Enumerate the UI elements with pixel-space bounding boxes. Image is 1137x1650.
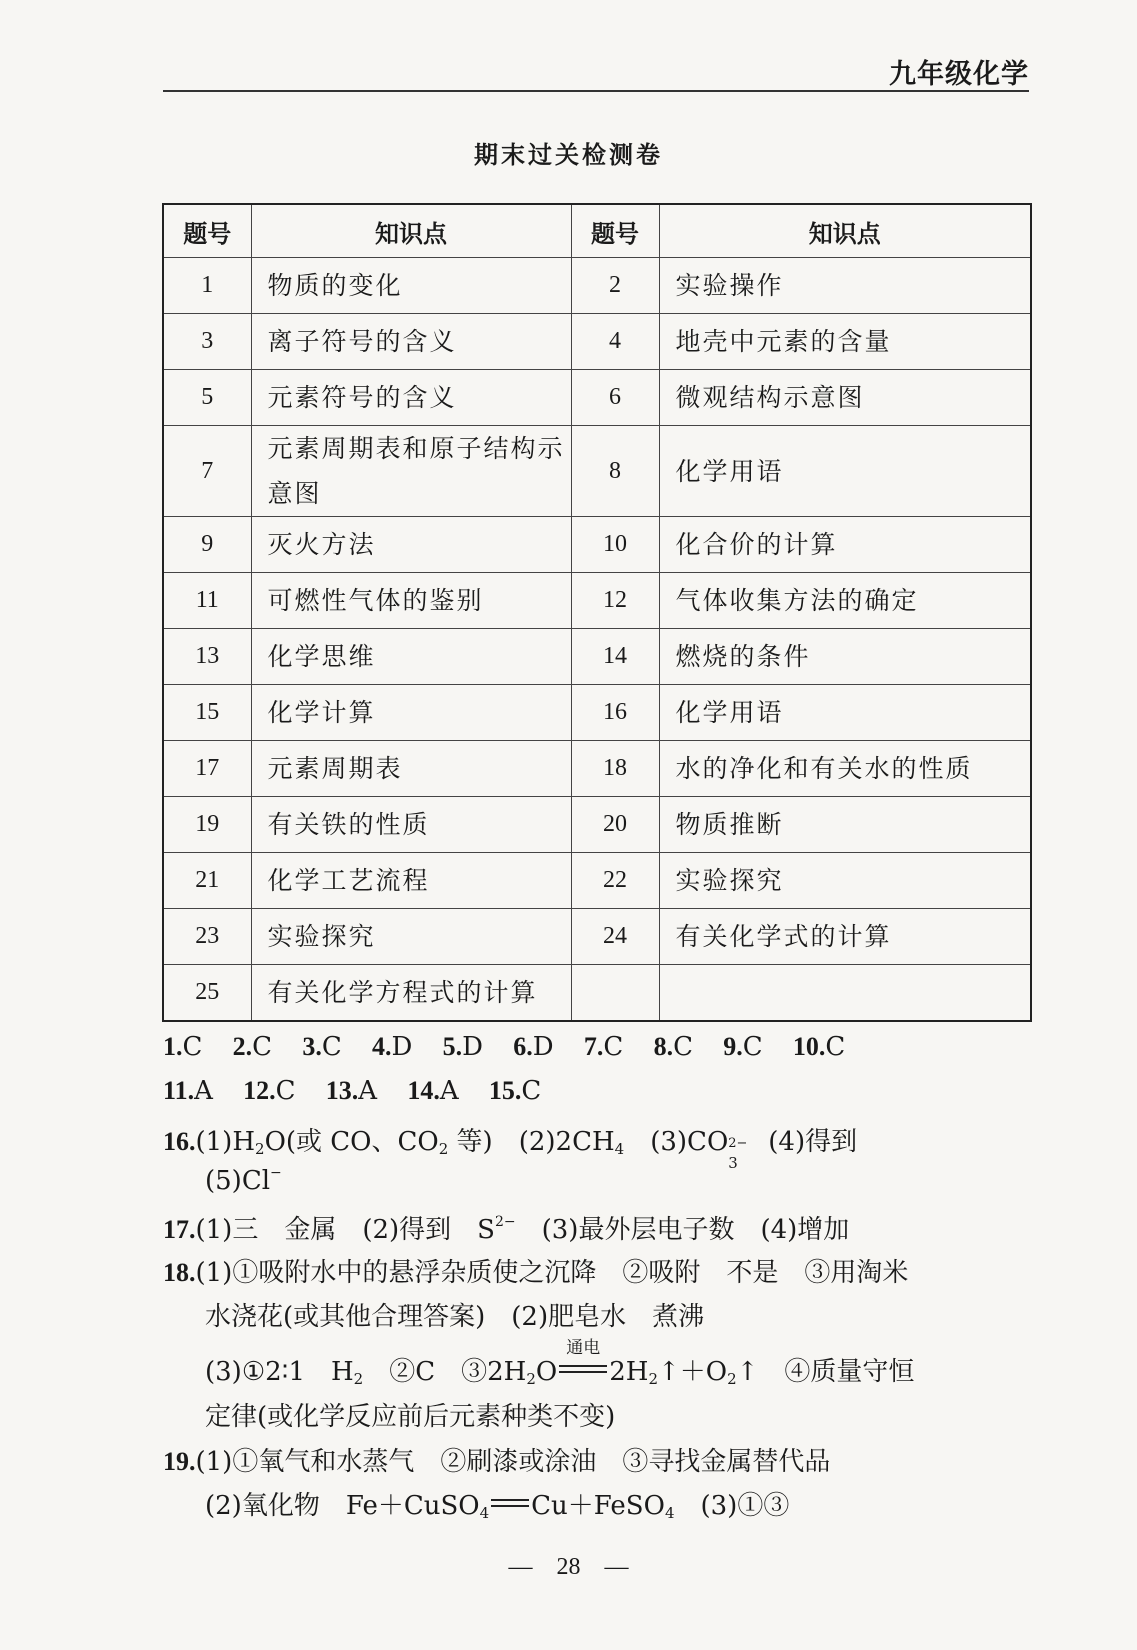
question-number: 5 [163, 370, 251, 426]
answer-19-line-2: (2)氧化物 Fe＋CuSO$_4$ Cu＋FeSO$_4$ (3)①③ [205, 1491, 790, 1522]
mc-answer: 2.C [232, 1032, 273, 1062]
header-question-number: 题号 [163, 204, 251, 258]
mc-answer: 1.C [163, 1032, 203, 1062]
table-row [163, 258, 1031, 314]
question-number: 2 [571, 258, 659, 314]
knowledge-point: 实验操作 [659, 258, 1031, 314]
answer-16: $16.(1)H_2O$(或 CO、$CO_2$ 等) $(2)2CH_4$ (3)CO 2− 3 (4)得到 [163, 1127, 858, 1172]
mc-answer: 4.D [372, 1032, 413, 1062]
knowledge-point: 元素周期表和原子结构示意图 [251, 426, 571, 517]
knowledge-point: 元素周期表 [251, 741, 571, 797]
answer-18-line-1: 18.(1)①吸附水中的悬浮杂质使之沉降 ②吸附 不是 ③用淘米 [163, 1258, 909, 1288]
header-title: 九年级化学 [889, 59, 1029, 90]
table-row [163, 853, 1031, 909]
table-row [163, 797, 1031, 853]
question-number: 3 [163, 314, 251, 370]
table-row [163, 370, 1031, 426]
knowledge-point: 化学计算 [251, 685, 571, 741]
mc-answer: 5.D [442, 1032, 483, 1062]
mc-answers-row-1 [163, 1032, 867, 1062]
header-question-number: 题号 [571, 204, 659, 258]
question-number: 9 [163, 517, 251, 573]
knowledge-point: 化学工艺流程 [251, 853, 571, 909]
knowledge-point: 化学思维 [251, 629, 571, 685]
mc-answer: 7.C [583, 1032, 624, 1062]
question-number: 4 [571, 314, 659, 370]
question-number: 1 [163, 258, 251, 314]
question-number: 6 [571, 370, 659, 426]
knowledge-point [659, 965, 1031, 1022]
knowledge-point-table [162, 203, 1032, 1022]
table-row [163, 685, 1031, 741]
question-number: 8 [571, 426, 659, 517]
question-number [571, 965, 659, 1022]
table-row [163, 629, 1031, 685]
mc-answer: 9.C [723, 1032, 763, 1062]
knowledge-point: 灭火方法 [251, 517, 571, 573]
question-number: 11 [163, 573, 251, 629]
knowledge-point: 可燃性气体的鉴别 [251, 573, 571, 629]
question-number: 7 [163, 426, 251, 517]
mc-answer: 10.C [792, 1032, 846, 1062]
answer-18-line-4: 定律(或化学反应前后元素种类不变) [205, 1402, 616, 1432]
mc-answer: 6.D [513, 1032, 554, 1062]
question-number: 23 [163, 909, 251, 965]
question-number: 14 [571, 629, 659, 685]
mc-answer: 15.C [488, 1076, 542, 1106]
table-row [163, 573, 1031, 629]
table-row [163, 426, 1031, 517]
table-row [163, 517, 1031, 573]
table-row [163, 314, 1031, 370]
knowledge-point: 化学用语 [659, 426, 1031, 517]
mc-answer: 13.A [325, 1076, 378, 1106]
table-row [163, 909, 1031, 965]
mc-answer: 8.C [653, 1032, 693, 1062]
question-number: 16 [571, 685, 659, 741]
mc-answers-row-2 [163, 1076, 563, 1106]
knowledge-point: 有关化学式的计算 [659, 909, 1031, 965]
knowledge-point: 燃烧的条件 [659, 629, 1031, 685]
question-number: 18 [571, 741, 659, 797]
knowledge-point: 物质推断 [659, 797, 1031, 853]
knowledge-point: 离子符号的含义 [251, 314, 571, 370]
knowledge-point: 元素符号的含义 [251, 370, 571, 426]
answer-17: 17.(1)三 金属 (2)得到 $S^{2-}$ (3)最外层电子数 (4)增加 [163, 1214, 850, 1245]
knowledge-point: 水的净化和有关水的性质 [659, 741, 1031, 797]
question-number: 15 [163, 685, 251, 741]
question-number: 20 [571, 797, 659, 853]
knowledge-point: 物质的变化 [251, 258, 571, 314]
question-number: 13 [163, 629, 251, 685]
knowledge-point: 微观结构示意图 [659, 370, 1031, 426]
table-row [163, 965, 1031, 1022]
question-number: 19 [163, 797, 251, 853]
question-number: 24 [571, 909, 659, 965]
knowledge-point: 地壳中元素的含量 [659, 314, 1031, 370]
question-number: 17 [163, 741, 251, 797]
knowledge-point: 有关铁的性质 [251, 797, 571, 853]
page-number: — 28 — [508, 1554, 629, 1580]
mc-answer: 11.A [163, 1076, 213, 1106]
answer-19-line-1: 19.(1)①氧气和水蒸气 ②刷漆或涂油 ③寻找金属替代品 [163, 1447, 831, 1477]
document-title: 期末过关检测卷 [474, 141, 663, 169]
mc-answer: 12.C [243, 1076, 296, 1106]
knowledge-point: 实验探究 [251, 909, 571, 965]
header-knowledge-point: 知识点 [251, 204, 571, 258]
knowledge-point: 化学用语 [659, 685, 1031, 741]
question-number: 22 [571, 853, 659, 909]
knowledge-point: 有关化学方程式的计算 [251, 965, 571, 1022]
question-number: 25 [163, 965, 251, 1022]
knowledge-point: 气体收集方法的确定 [659, 573, 1031, 629]
table-row [163, 741, 1031, 797]
answer-18-line-2: 水浇花(或其他合理答案) (2)肥皂水 煮沸 [205, 1302, 705, 1332]
answer-18-line-3: (3)①2∶1 $H_2$ ②C $③2H_2O$ 通电 $2H_2↑+O_2↑$ ④质量守恒 [205, 1338, 915, 1388]
question-number: 12 [571, 573, 659, 629]
answer-16-part-5: (5)Cl− [205, 1165, 282, 1196]
header-knowledge-point: 知识点 [659, 204, 1031, 258]
mc-answer: 14.A [407, 1076, 459, 1106]
question-number: 10 [571, 517, 659, 573]
knowledge-point: 化合价的计算 [659, 517, 1031, 573]
mc-answer: 3.C [302, 1032, 342, 1062]
page-header [163, 48, 1029, 92]
reaction-condition: 通电 [557, 1357, 609, 1387]
question-number: 21 [163, 853, 251, 909]
knowledge-point: 实验探究 [659, 853, 1031, 909]
